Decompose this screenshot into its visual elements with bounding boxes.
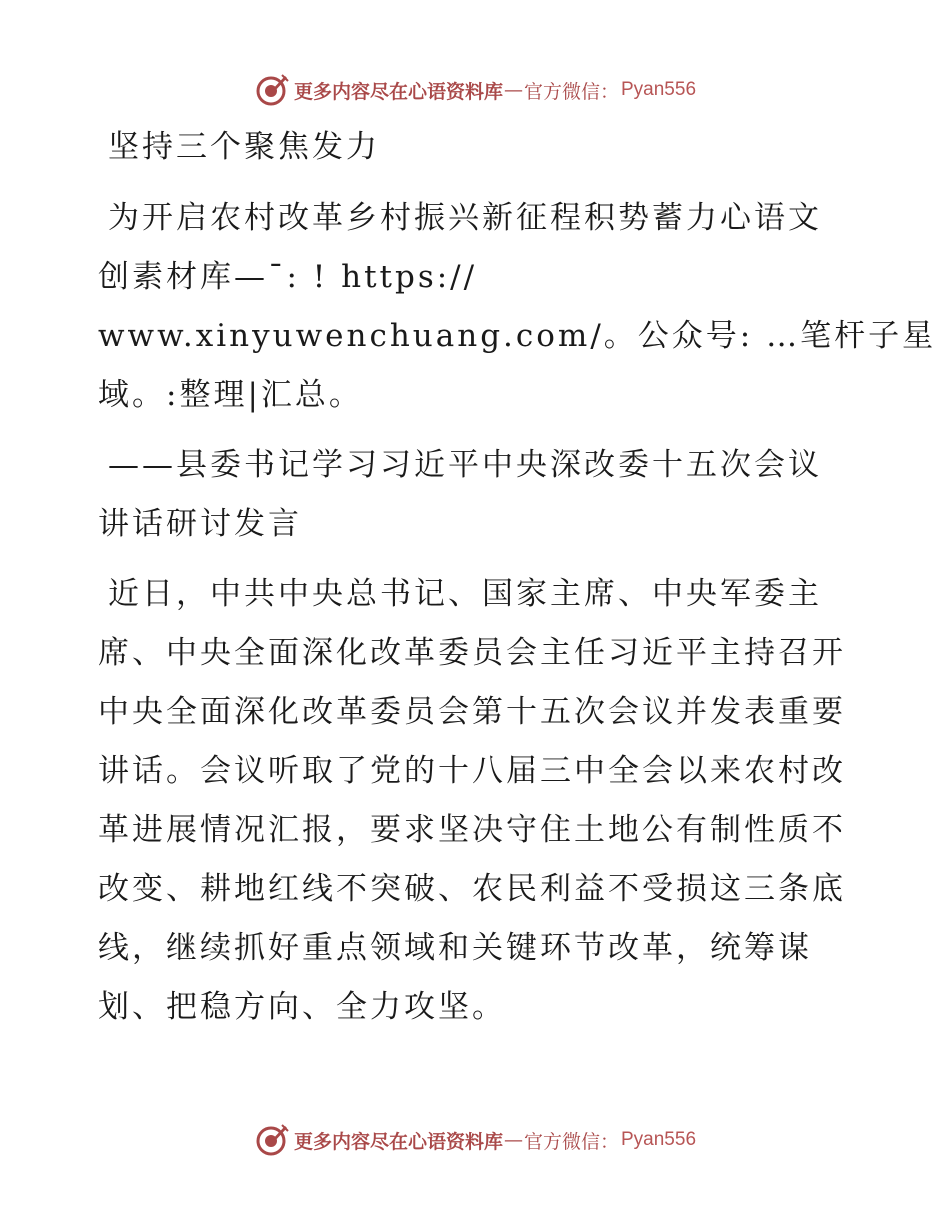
body-line: 划、把稳方向、全力攻坚。: [98, 989, 506, 1025]
speech-subtitle-line: 讲话研讨发言: [98, 506, 302, 542]
document-title: [98, 118, 858, 177]
speech-subtitle: [98, 436, 858, 554]
banner-dash: —: [503, 79, 523, 101]
speech-subtitle-line: ——县委书记学习习近平中央深改委十五次会议: [108, 447, 822, 483]
subtitle-line: 为开启农村改革乡村振兴新征程积势蓄力心语文: [108, 200, 822, 236]
banner-wechat-label: 官方微信：: [523, 80, 619, 103]
footer-dash: —: [503, 1129, 523, 1151]
header-banner: [0, 70, 950, 110]
body-paragraph: [98, 565, 858, 1037]
body-line: 近日，中共中央总书记、国家主席、中央军委主: [108, 576, 822, 612]
body-line: 中央全面深化改革委员会第十五次会议并发表重要: [98, 694, 846, 730]
subtitle-line: 创素材库—¯: ! https://: [98, 259, 478, 295]
footer-wechat-id: Pyan556: [621, 1129, 697, 1150]
banner-site-text: 更多内容尽在心语资料库: [293, 80, 503, 103]
document-body: [98, 118, 937, 1037]
footer-site-text: 更多内容尽在心语资料库: [293, 1130, 503, 1153]
body-line: 讲话。会议听取了党的十八届三中全会以来农村改: [98, 753, 846, 789]
footer-banner: [0, 1120, 950, 1160]
body-line: 席、中央全面深化改革委员会主任习近平主持召开: [98, 635, 846, 671]
banner-wechat-id: Pyan556: [621, 79, 697, 100]
subtitle-line: www.xinyuwenchuang.com/。公众号: …笔杆子星: [98, 318, 937, 354]
body-line: 革进展情况汇报，要求坚决守住土地公有制性质不: [98, 812, 846, 848]
quill-logo-icon: [254, 1122, 290, 1158]
subtitle-line: 域。:整理|汇总。: [98, 377, 363, 413]
body-line: 改变、耕地红线不突破、农民利益不受损这三条底: [98, 871, 846, 907]
subtitle-paragraph: [98, 189, 937, 425]
title-line: 坚持三个聚焦发力: [108, 129, 380, 165]
body-line: 线，继续抓好重点领域和关键环节改革，统筹谋: [98, 930, 812, 966]
quill-logo-icon: [254, 72, 290, 108]
footer-wechat-label: 官方微信：: [523, 1130, 619, 1153]
